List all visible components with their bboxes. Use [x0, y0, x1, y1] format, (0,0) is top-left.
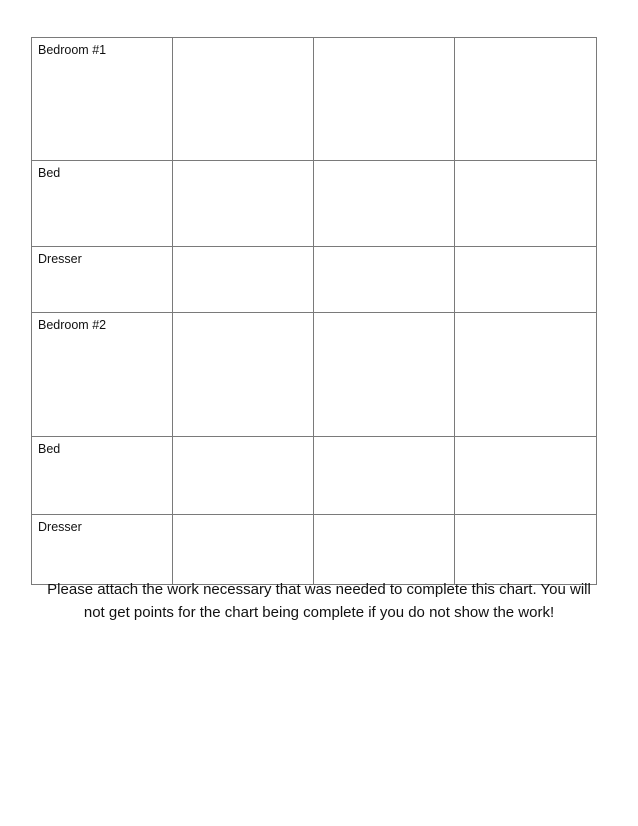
answer-cell[interactable] — [314, 313, 455, 437]
table-row — [32, 38, 597, 161]
table-row — [32, 313, 597, 437]
table-row — [32, 247, 597, 313]
answer-cell[interactable] — [173, 313, 314, 437]
row-label: Bedroom #2 — [32, 313, 173, 437]
answer-cell[interactable] — [173, 247, 314, 313]
row-label: Bed — [32, 161, 173, 247]
answer-cell[interactable] — [173, 161, 314, 247]
instructions-line-1: Please attach the work necessary that was needed to complete this chart. You will — [47, 581, 591, 598]
row-label: Dresser — [32, 515, 173, 585]
row-label: Bedroom #1 — [32, 38, 173, 161]
answer-cell[interactable] — [455, 515, 597, 585]
table-row — [32, 437, 597, 515]
row-label: Dresser — [32, 247, 173, 313]
instructions-paragraph — [28, 578, 610, 624]
answer-cell[interactable] — [314, 38, 455, 161]
answer-cell[interactable] — [314, 161, 455, 247]
table-row — [32, 161, 597, 247]
answer-cell[interactable] — [455, 38, 597, 161]
table-row — [32, 515, 597, 585]
answer-cell[interactable] — [314, 437, 455, 515]
answer-cell[interactable] — [314, 515, 455, 585]
answer-cell[interactable] — [173, 38, 314, 161]
answer-cell[interactable] — [455, 161, 597, 247]
answer-cell[interactable] — [455, 313, 597, 437]
room-measurement-table — [31, 37, 597, 585]
answer-cell[interactable] — [455, 247, 597, 313]
instructions-line-2: not get points for the chart being complete if you do not show the work! — [83, 604, 555, 621]
answer-cell[interactable] — [314, 247, 455, 313]
answer-cell[interactable] — [455, 437, 597, 515]
row-label: Bed — [32, 437, 173, 515]
answer-cell[interactable] — [173, 437, 314, 515]
answer-cell[interactable] — [173, 515, 314, 585]
